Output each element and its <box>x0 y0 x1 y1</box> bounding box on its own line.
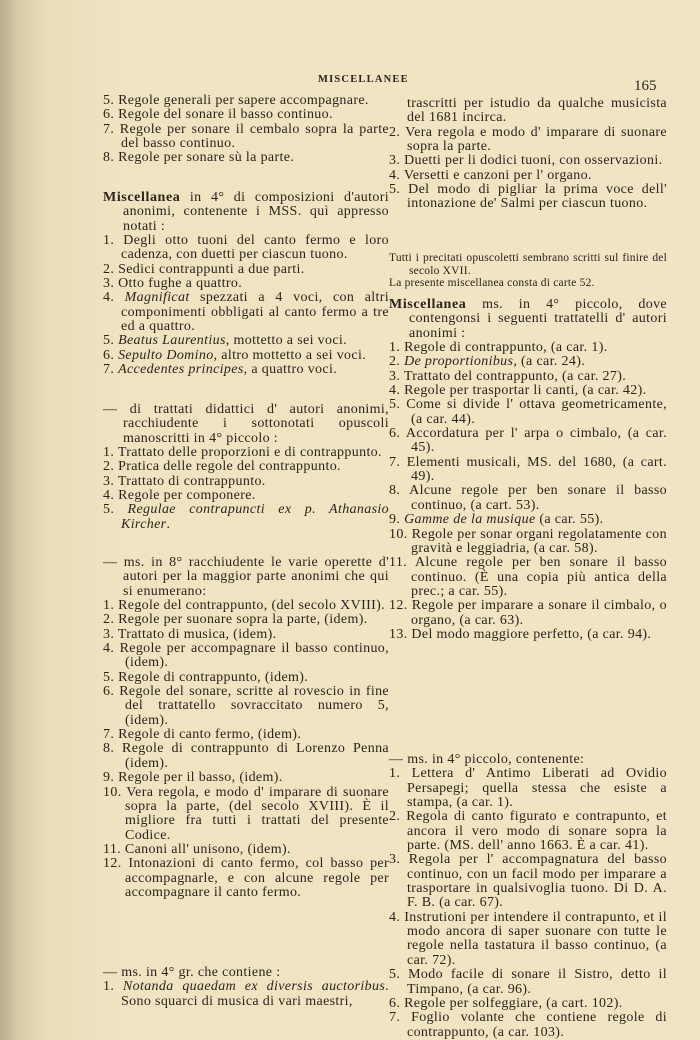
item-number: 1. <box>103 233 115 249</box>
item-title-italic: Sepulto Domino <box>118 347 214 363</box>
entry-title: Miscellanea <box>389 297 467 312</box>
list-item <box>103 857 389 900</box>
list-item <box>389 384 667 398</box>
item-title-italic: Gamme de la musique <box>404 512 536 528</box>
running-title: MISCELLANEE <box>318 74 409 85</box>
item-text: Regola per l' accompagnatura del basso continuo, con un facil modo per imparare a trasportare in qualsivoglia tuono. Di D. A. F. B. (a car. 67). <box>407 852 667 911</box>
list-item <box>103 277 389 291</box>
item-title-italic: Beatus Laurentius <box>118 333 226 349</box>
item-text: Regole del sonare il basso continuo. <box>118 107 333 123</box>
item-text: Regole per solfeggiare, (a cart. 102). <box>404 995 623 1011</box>
item-number: 6. <box>103 684 115 700</box>
item-text: Regole di contrappunto, (idem). <box>118 669 309 685</box>
list-item <box>389 528 667 557</box>
item-number: 4. <box>103 641 115 657</box>
item-text: Regole di contrappunto, (a car. 1). <box>404 340 608 356</box>
entry-heading: — di trattati didattici d' autori anonimi, racchiudente i sottonotati opuscoli manoscritti in 4° piccolo : <box>103 402 389 446</box>
item-number: 6. <box>389 995 401 1011</box>
left-entry-miscellanea-4 <box>103 191 389 377</box>
list-item <box>103 786 389 843</box>
item-text: Intonazioni di canto fermo, col basso per accompagnarle, e con alcune regole per accompagnare il canto fermo. <box>125 856 389 900</box>
item-number: 4. <box>389 909 401 925</box>
item-text: Otto fughe a quattro. <box>118 276 243 292</box>
item-text: Instrutioni per intendere il contrapunto, et il modo ancora di saper suonare con tutte le regole nella tastatura il basso continuo, (a car. 72). <box>404 909 667 968</box>
item-number: 3. <box>389 852 401 868</box>
item-number: 3. <box>389 368 401 384</box>
item-text: Vera regola e modo d' imparare di suonare sopra la parte. <box>405 124 667 155</box>
list-item <box>103 628 389 642</box>
item-text: Regole per accompagnare il basso continuo, (idem). <box>119 641 389 671</box>
list-item <box>103 151 389 165</box>
item-text: . Sono squarci di musica di vari maestri, <box>121 979 389 1009</box>
item-text: Trattato di musica, (idem). <box>117 626 277 642</box>
item-number: 6. <box>389 426 401 442</box>
item-number: 5. <box>389 397 401 413</box>
list-item <box>389 398 667 427</box>
list-item <box>103 446 389 460</box>
item-number: 6. <box>103 107 115 123</box>
item-number: 11. <box>103 841 122 857</box>
item-text: Regola di canto figurato e contrapunto, et ancora il vero modo di sonare sopra la parte. (MS. dell' anno 1663. È a car. 41). <box>406 809 667 854</box>
entry-list <box>103 234 389 377</box>
list-item <box>103 123 389 152</box>
footnote: La presente miscellanea consta di carte 52. <box>389 277 595 289</box>
entry-list <box>103 599 389 900</box>
item-number: 2. <box>389 354 401 370</box>
entry-list <box>389 767 667 1040</box>
item-number: 3. <box>103 626 115 642</box>
list-item <box>389 370 667 384</box>
item-number: 1. <box>103 445 115 461</box>
list-item <box>389 427 667 456</box>
list-item <box>103 613 389 627</box>
list-item <box>103 843 389 857</box>
entry-title: Miscellanea <box>103 190 181 205</box>
item-number: 5. <box>103 333 115 349</box>
item-text: (a car. 55). <box>535 512 604 528</box>
item-number: 2. <box>103 261 115 277</box>
item-number: 7. <box>103 121 115 137</box>
item-number: 5. <box>389 182 401 198</box>
list-item <box>389 484 667 513</box>
list-item <box>103 771 389 785</box>
item-number: 4. <box>103 290 115 306</box>
item-number: 4. <box>103 488 115 504</box>
item-text: Regole di canto fermo, (idem). <box>118 727 302 743</box>
list-item <box>389 183 667 212</box>
item-number: 9. <box>103 770 115 786</box>
footnote: Tutti i precitati opuscoletti sembrano scritti sul finire del secolo XVII. <box>389 252 667 277</box>
entry-list <box>103 446 389 532</box>
item-number: 7. <box>389 454 401 470</box>
entry-heading: — ms. in 4° piccolo, contenente: <box>389 752 585 767</box>
item-text: Regole per sonare sù la parte. <box>118 150 295 166</box>
list-item <box>103 363 389 377</box>
item-number: 5. <box>103 669 115 685</box>
item-text: , altro mottetto a sei voci. <box>213 347 367 363</box>
item-text: Accordatura per l' arpa o cimbalo, (a car. 45). <box>405 426 667 456</box>
item-number: 2. <box>103 612 115 628</box>
list-item <box>389 810 667 853</box>
list-item <box>103 263 389 277</box>
item-text: Versetti e canzoni per l' organo. <box>403 167 592 183</box>
list-item <box>389 456 667 485</box>
entry-list <box>389 341 667 642</box>
list-item <box>103 728 389 742</box>
item-number: 1. <box>389 340 401 356</box>
list-item <box>103 599 389 613</box>
item-number: 1. <box>103 598 115 614</box>
item-text: Foglio volante che contiene regole di contrappunto, (a car. 103). <box>407 1010 667 1040</box>
item-number: 8. <box>103 741 115 757</box>
item-text: Canoni all' unisono, (idem). <box>124 841 291 857</box>
list-item <box>389 997 667 1011</box>
item-number: 1. <box>389 766 401 782</box>
list-item <box>103 489 389 503</box>
item-text: Regole per sonar organi regolatamente con gravità e leggiadria, (a car. 58). <box>411 526 667 556</box>
right-entry-ms-4-piccolo <box>389 753 667 1040</box>
list-item <box>103 503 389 532</box>
item-text: Pratica delle regole del contrappunto. <box>118 459 341 475</box>
item-text: Del modo di pigliar la prima voce dell' intonazione de' Salmi per ciascun tuono. <box>407 182 667 212</box>
entry-description: ms. in 4° piccolo, dove contengonsi i seguenti trattatelli d' autori anonimi : <box>409 297 667 341</box>
item-number: 3. <box>389 153 401 169</box>
item-text: Degli otto tuoni del canto fermo e loro cadenza, con duetti per ciascun tuono. <box>121 233 389 263</box>
entry-list <box>389 126 667 212</box>
list-item <box>389 767 667 810</box>
item-text: , a quattro voci. <box>243 362 338 378</box>
item-number: 11. <box>389 555 408 571</box>
item-title-italic: Regulae contrapuncti ex p. Athanasio Kircher <box>121 502 389 532</box>
list-item <box>103 108 389 122</box>
item-number: 2. <box>389 809 401 825</box>
list-item <box>389 556 667 599</box>
item-number: 5. <box>103 502 115 518</box>
item-text: Come si divide l' ottava geometricamente, (a car. 44). <box>406 397 667 427</box>
list-item <box>389 911 667 968</box>
item-number: 12. <box>389 598 408 614</box>
item-text: Regole per sonare il cembalo sopra la parte del basso continuo. <box>119 121 389 152</box>
item-title-italic: Magnificat <box>124 290 190 306</box>
item-number: 7. <box>389 1010 401 1026</box>
entry-list <box>103 980 389 1009</box>
entry-heading <box>389 298 667 341</box>
item-number: 3. <box>103 473 115 489</box>
item-text: Trattato del contrappunto, (a car. 27). <box>403 368 627 384</box>
item-number: 5. <box>389 967 401 983</box>
right-continuation <box>389 97 667 212</box>
item-text: Regole per suonare sopra la parte, (idem). <box>118 612 368 628</box>
item-text: Lettera d' Antimo Liberati ad Ovidio Persapegi; quella stessa che esiste a stampa, (a car. 1). <box>407 766 667 811</box>
item-number: 12. <box>103 856 122 872</box>
item-title-italic: Notanda quaedam ex diversis auctoribus <box>122 979 386 995</box>
item-text: . <box>166 516 171 532</box>
list-item <box>389 599 667 628</box>
list-item <box>103 291 389 334</box>
entry-heading <box>103 191 389 234</box>
item-text: Regole del sonare, scritte al rovescio in fine del trattatello sovraccitato numero 5, (idem). <box>119 684 389 728</box>
item-number: 5. <box>103 93 115 108</box>
list-item <box>389 968 667 997</box>
item-text: Elementi musicali, MS. del 1680, (a cart. 49). <box>406 454 667 485</box>
item-number: 7. <box>103 727 115 743</box>
list-item <box>389 154 667 168</box>
continuation-text: trascritti per istudio da qualche musicista del 1681 incirca. <box>407 96 667 126</box>
left-entry-ms-8 <box>103 556 389 900</box>
entry-heading: — ms. in 4° gr. che contiene : <box>103 965 281 980</box>
item-text: Regole per trasportar li canti, (a car. 42). <box>404 383 647 399</box>
footnotes <box>389 252 667 290</box>
list-item <box>103 671 389 685</box>
item-text: Vera regola, e modo d' imparare di suonare sopra la parte, (del secolo XVIII). È il migliore fra tutti i trattati del presente Codice. <box>125 784 389 843</box>
list-item <box>389 1011 667 1040</box>
item-text: Alcune regole per ben sonare il basso continuo. (È una copia più antica della prec.; a car. 55). <box>411 555 667 599</box>
list-item <box>103 742 389 771</box>
list-item <box>103 334 389 348</box>
item-number: 7. <box>103 362 115 378</box>
item-text: Sedici contrappunti a due parti. <box>118 261 305 277</box>
left-list-1 <box>103 94 389 166</box>
item-text: Regole di contrappunto di Lorenzo Penna (idem). <box>122 741 389 771</box>
item-number: 10. <box>389 526 408 542</box>
list-item <box>389 341 667 355</box>
item-text: Regole per imparare a sonare il cimbalo, o organo, (a car. 63). <box>411 598 667 628</box>
entry-heading: — ms. in 8° racchiudente le varie operette d' autori per la maggior parte anonimi che qui si enumerano: <box>103 555 389 599</box>
item-number: 1. <box>103 979 115 995</box>
item-text: Modo facile di sonare il Sistro, detto il Timpano, (a car. 96). <box>407 967 667 997</box>
list-item <box>103 642 389 671</box>
list-item <box>103 460 389 474</box>
item-text: Regole del contrappunto, (del secolo XVIII). <box>118 598 385 614</box>
entry-description: in 4° di composizioni d'autori anonimi, contenente i MSS. quì appresso notati : <box>123 190 389 234</box>
item-text: , mottetto a sei voci. <box>225 333 348 349</box>
item-number: 10. <box>103 784 122 800</box>
page-number: 165 <box>634 78 657 94</box>
list-item <box>389 853 667 910</box>
item-number: 3. <box>103 276 115 292</box>
item-number: 4. <box>389 167 401 183</box>
list-item <box>389 126 667 155</box>
item-number: 4. <box>389 383 401 399</box>
item-text: Regole per componere. <box>118 488 256 504</box>
item-number: 9. <box>389 512 401 528</box>
left-entry-ms-4-gr <box>103 966 389 1009</box>
item-number: 8. <box>389 483 401 499</box>
list-item <box>389 169 667 183</box>
list-item <box>389 513 667 527</box>
list-item <box>103 234 389 263</box>
item-text: Trattato delle proporzioni e di contrappunto. <box>117 445 382 461</box>
list-item <box>389 355 667 369</box>
list-item <box>103 349 389 363</box>
item-number: 2. <box>103 459 115 475</box>
left-entry-trattati-didattici <box>103 403 389 532</box>
item-text: Regole per il basso, (idem). <box>118 770 283 786</box>
item-text: Duetti per li dodici tuoni, con osservazioni. <box>404 153 663 169</box>
item-text: Del modo maggiore perfetto, (a car. 94). <box>411 626 652 642</box>
item-number: 6. <box>103 347 115 363</box>
item-text: spezzati a 4 voci, con altri componimenti obbligati al canto fermo a tre ed a quattro. <box>121 290 389 335</box>
list-item <box>389 628 667 642</box>
list-item <box>103 685 389 728</box>
list-item <box>103 475 389 489</box>
item-title-italic: De proportionibus <box>404 354 514 370</box>
item-text: Regole generali per sapere accompagnare. <box>118 93 369 108</box>
item-text: Trattato di contrappunto. <box>117 473 266 489</box>
list-item <box>103 94 389 108</box>
item-title-italic: Accedentes principes <box>118 362 244 378</box>
item-number: 2. <box>389 124 401 140</box>
item-number: 8. <box>103 150 115 166</box>
list-item <box>103 980 389 1009</box>
item-text: Alcune regole per ben sonare il basso continuo, (a cart. 53). <box>409 483 668 513</box>
right-entry-miscellanea-4-piccolo <box>389 298 667 642</box>
item-text: , (a car. 24). <box>513 354 586 370</box>
item-number: 13. <box>389 626 408 642</box>
